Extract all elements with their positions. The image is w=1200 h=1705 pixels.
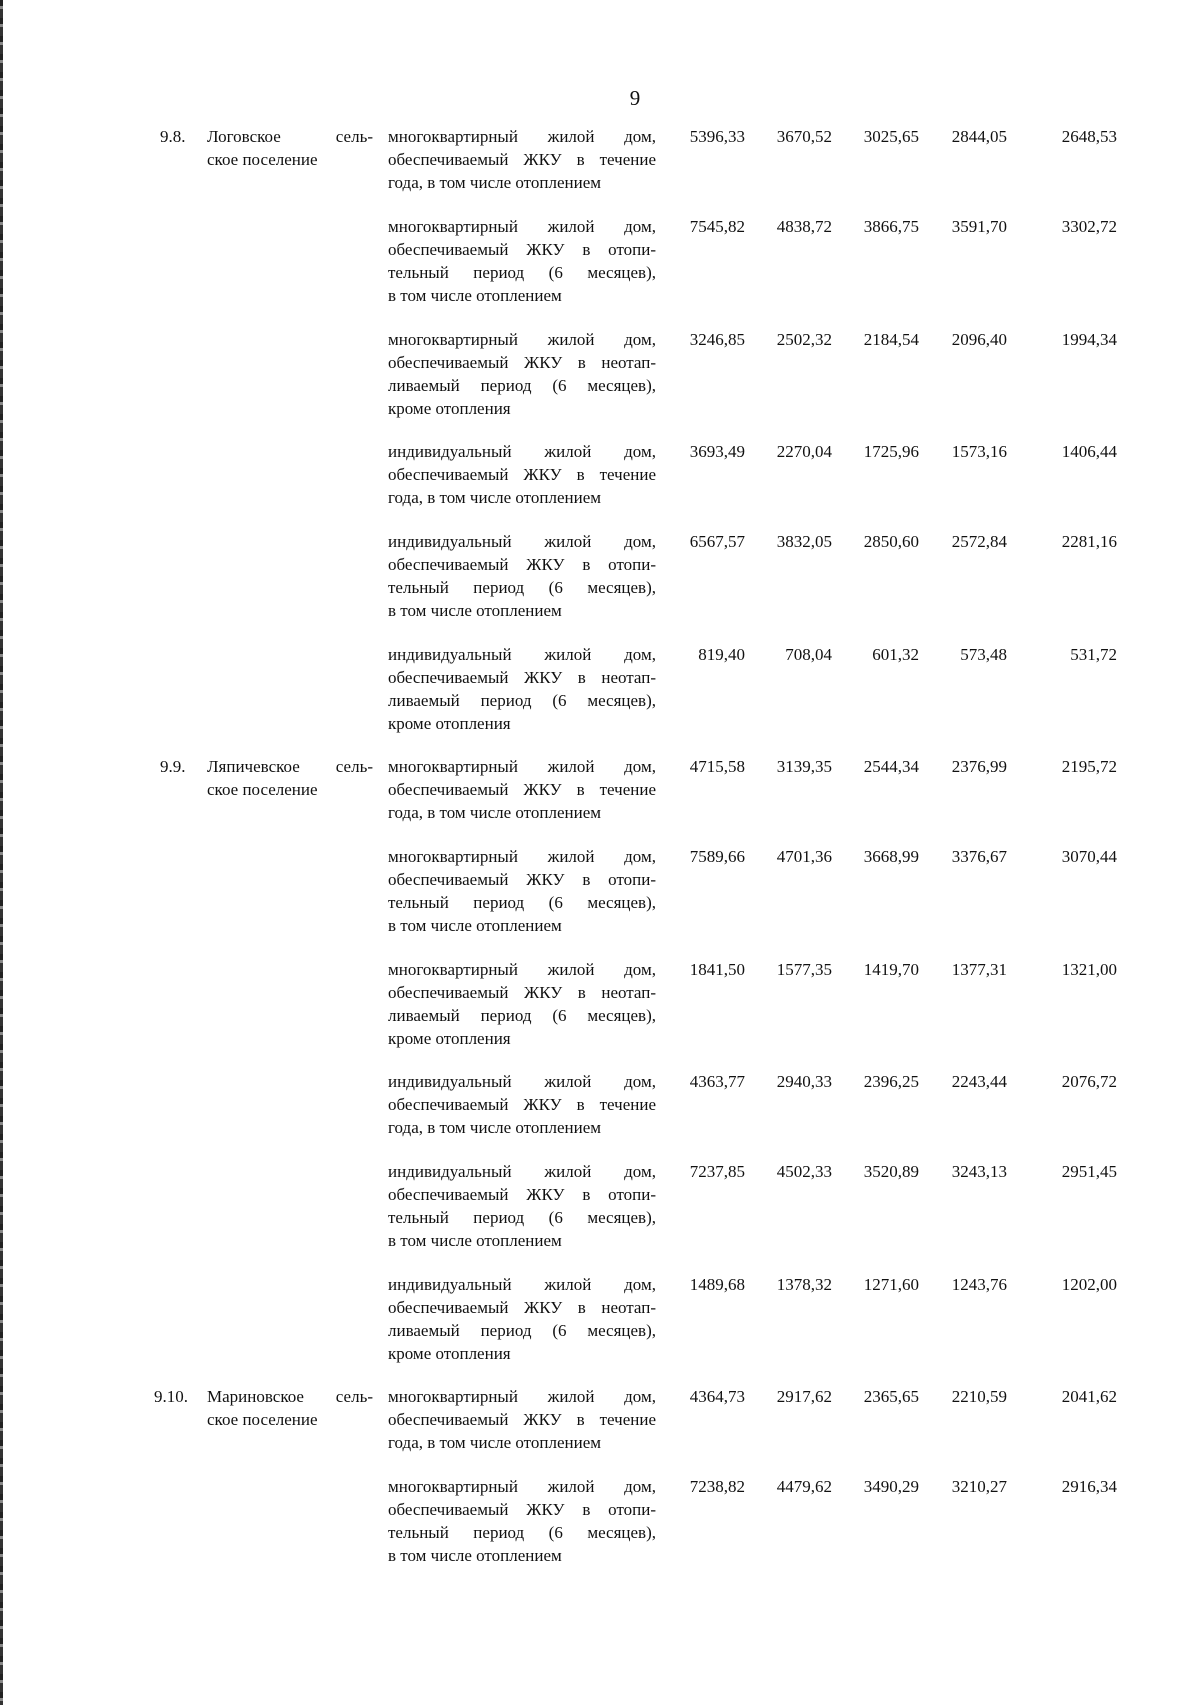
value-cell-1: 5396,33	[689, 127, 745, 146]
description-line: индивидуальный жилой дом,	[388, 1072, 656, 1091]
description-line: многоквартирный жилой дом,	[388, 217, 656, 236]
housing-description	[388, 643, 656, 735]
value-cell-2: 2502,32	[776, 330, 832, 349]
value-cell-3: 2184,54	[863, 330, 919, 349]
value-cell-3: 1271,60	[863, 1275, 919, 1294]
description-line: ливаемый период (6 месяцев),	[388, 691, 656, 710]
value-cell-5: 2041,62	[1061, 1387, 1117, 1406]
description-line: многоквартирный жилой дом,	[388, 757, 656, 776]
description-line: в том числе отоплением	[388, 286, 562, 305]
value-cell-5: 1406,44	[1061, 442, 1117, 461]
value-cell-3: 3866,75	[863, 217, 919, 236]
value-cell-2: 2270,04	[776, 442, 832, 461]
value-cell-4: 3243,13	[951, 1162, 1007, 1181]
value-cell-2: 3670,52	[776, 127, 832, 146]
description-line: обеспечиваемый ЖКУ в отопи-	[388, 1185, 656, 1204]
description-line: индивидуальный жилой дом,	[388, 442, 656, 461]
value-cell-3: 3490,29	[863, 1477, 919, 1496]
description-line: тельный период (6 месяцев),	[388, 893, 656, 912]
description-line: тельный период (6 месяцев),	[388, 1208, 656, 1227]
housing-description	[388, 1273, 656, 1365]
value-cell-4: 573,48	[960, 645, 1007, 664]
value-cell-2: 4701,36	[776, 847, 832, 866]
description-line: обеспечиваемый ЖКУ в отопи-	[388, 555, 656, 574]
housing-description	[388, 1475, 656, 1567]
value-cell-3: 2396,25	[863, 1072, 919, 1091]
value-cell-5: 2951,45	[1061, 1162, 1117, 1181]
description-line: многоквартирный жилой дом,	[388, 1387, 656, 1406]
description-line: в том числе отоплением	[388, 1546, 562, 1565]
description-line: индивидуальный жилой дом,	[388, 1275, 656, 1294]
value-cell-4: 3591,70	[951, 217, 1007, 236]
description-line: тельный период (6 месяцев),	[388, 263, 656, 282]
value-cell-3: 3025,65	[863, 127, 919, 146]
value-cell-2: 1577,35	[776, 960, 832, 979]
value-cell-1: 4364,73	[689, 1387, 745, 1406]
settlement-name	[207, 125, 373, 171]
value-cell-4: 3376,67	[951, 847, 1007, 866]
value-cell-5: 531,72	[1070, 645, 1117, 664]
value-cell-5: 3302,72	[1061, 217, 1117, 236]
housing-description	[388, 215, 656, 307]
value-cell-1: 7589,66	[689, 847, 745, 866]
description-line: кроме отопления	[388, 1344, 511, 1363]
settlement-name	[207, 1385, 373, 1431]
value-cell-2: 3832,05	[776, 532, 832, 551]
description-line: индивидуальный жилой дом,	[388, 645, 656, 664]
value-cell-3: 601,32	[872, 645, 919, 664]
description-line: в том числе отоплением	[388, 601, 562, 620]
settlement-line: ское поселение	[207, 150, 318, 169]
description-line: года, в том числе отоплением	[388, 1118, 601, 1137]
value-cell-3: 3520,89	[863, 1162, 919, 1181]
value-cell-3: 3668,99	[863, 847, 919, 866]
description-line: индивидуальный жилой дом,	[388, 1162, 656, 1181]
settlement-name	[207, 755, 373, 801]
value-cell-5: 2195,72	[1061, 757, 1117, 776]
description-line: многоквартирный жилой дом,	[388, 960, 656, 979]
value-cell-4: 3210,27	[951, 1477, 1007, 1496]
value-cell-1: 3693,49	[689, 442, 745, 461]
settlement-line: Мариновское сель-	[207, 1387, 373, 1406]
housing-description	[388, 1160, 656, 1252]
value-cell-4: 2243,44	[951, 1072, 1007, 1091]
value-cell-3: 1419,70	[863, 960, 919, 979]
value-cell-1: 7545,82	[689, 217, 745, 236]
value-cell-3: 2850,60	[863, 532, 919, 551]
description-line: обеспечиваемый ЖКУ в неотап-	[388, 983, 656, 1002]
description-line: многоквартирный жилой дом,	[388, 330, 656, 349]
value-cell-2: 2917,62	[776, 1387, 832, 1406]
row-number: 9.10.	[154, 1387, 188, 1406]
value-cell-3: 1725,96	[863, 442, 919, 461]
description-line: кроме отопления	[388, 399, 511, 418]
housing-description	[388, 755, 656, 824]
value-cell-5: 2076,72	[1061, 1072, 1117, 1091]
value-cell-1: 1489,68	[689, 1275, 745, 1294]
description-line: обеспечиваемый ЖКУ в неотап-	[388, 668, 656, 687]
description-line: обеспечиваемый ЖКУ в течение	[388, 1410, 656, 1429]
settlement-line: Логовское сель-	[207, 127, 373, 146]
description-line: ливаемый период (6 месяцев),	[388, 1006, 656, 1025]
value-cell-2: 4838,72	[776, 217, 832, 236]
value-cell-1: 6567,57	[689, 532, 745, 551]
scan-edge-border	[0, 0, 3, 1705]
value-cell-5: 3070,44	[1061, 847, 1117, 866]
value-cell-5: 2648,53	[1061, 127, 1117, 146]
value-cell-5: 2916,34	[1061, 1477, 1117, 1496]
description-line: многоквартирный жилой дом,	[388, 127, 656, 146]
page-number: 9	[629, 86, 641, 110]
value-cell-5: 1202,00	[1061, 1275, 1117, 1294]
description-line: обеспечиваемый ЖКУ в течение	[388, 780, 656, 799]
value-cell-2: 708,04	[785, 645, 832, 664]
description-line: многоквартирный жилой дом,	[388, 1477, 656, 1496]
housing-description	[388, 530, 656, 622]
description-line: тельный период (6 месяцев),	[388, 1523, 656, 1542]
value-cell-4: 1243,76	[951, 1275, 1007, 1294]
housing-description	[388, 440, 656, 509]
value-cell-4: 2844,05	[951, 127, 1007, 146]
value-cell-1: 4715,58	[689, 757, 745, 776]
description-line: года, в том числе отоплением	[388, 1433, 601, 1452]
settlement-line: ское поселение	[207, 780, 318, 799]
description-line: обеспечиваемый ЖКУ в неотап-	[388, 1298, 656, 1317]
housing-description	[388, 1070, 656, 1139]
description-line: ливаемый период (6 месяцев),	[388, 1321, 656, 1340]
value-cell-4: 1377,31	[951, 960, 1007, 979]
description-line: обеспечиваемый ЖКУ в неотап-	[388, 353, 656, 372]
housing-description	[388, 845, 656, 937]
description-line: обеспечиваемый ЖКУ в отопи-	[388, 240, 656, 259]
value-cell-3: 2365,65	[863, 1387, 919, 1406]
value-cell-2: 2940,33	[776, 1072, 832, 1091]
description-line: ливаемый период (6 месяцев),	[388, 376, 656, 395]
description-line: обеспечиваемый ЖКУ в течение	[388, 1095, 656, 1114]
value-cell-4: 2572,84	[951, 532, 1007, 551]
housing-description	[388, 958, 656, 1050]
value-cell-4: 2210,59	[951, 1387, 1007, 1406]
settlement-line: ское поселение	[207, 1410, 318, 1429]
description-line: года, в том числе отоплением	[388, 173, 601, 192]
description-line: года, в том числе отоплением	[388, 803, 601, 822]
value-cell-5: 1994,34	[1061, 330, 1117, 349]
description-line: года, в том числе отоплением	[388, 488, 601, 507]
value-cell-2: 1378,32	[776, 1275, 832, 1294]
value-cell-1: 1841,50	[689, 960, 745, 979]
row-number: 9.8.	[160, 127, 186, 146]
value-cell-4: 1573,16	[951, 442, 1007, 461]
value-cell-3: 2544,34	[863, 757, 919, 776]
description-line: многоквартирный жилой дом,	[388, 847, 656, 866]
row-number: 9.9.	[160, 757, 186, 776]
value-cell-5: 1321,00	[1061, 960, 1117, 979]
description-line: в том числе отоплением	[388, 1231, 562, 1250]
description-line: обеспечиваемый ЖКУ в течение	[388, 150, 656, 169]
value-cell-1: 7238,82	[689, 1477, 745, 1496]
value-cell-4: 2376,99	[951, 757, 1007, 776]
description-line: в том числе отоплением	[388, 916, 562, 935]
value-cell-4: 2096,40	[951, 330, 1007, 349]
description-line: тельный период (6 месяцев),	[388, 578, 656, 597]
description-line: индивидуальный жилой дом,	[388, 532, 656, 551]
description-line: кроме отопления	[388, 1029, 511, 1048]
settlement-line: Ляпичевское сель-	[207, 757, 373, 776]
description-line: обеспечиваемый ЖКУ в течение	[388, 465, 656, 484]
value-cell-1: 4363,77	[689, 1072, 745, 1091]
value-cell-2: 4502,33	[776, 1162, 832, 1181]
housing-description	[388, 125, 656, 194]
value-cell-1: 7237,85	[689, 1162, 745, 1181]
value-cell-5: 2281,16	[1061, 532, 1117, 551]
housing-description	[388, 1385, 656, 1454]
value-cell-1: 819,40	[698, 645, 745, 664]
description-line: обеспечиваемый ЖКУ в отопи-	[388, 1500, 656, 1519]
value-cell-1: 3246,85	[689, 330, 745, 349]
description-line: обеспечиваемый ЖКУ в отопи-	[388, 870, 656, 889]
value-cell-2: 4479,62	[776, 1477, 832, 1496]
description-line: кроме отопления	[388, 714, 511, 733]
value-cell-2: 3139,35	[776, 757, 832, 776]
housing-description	[388, 328, 656, 420]
